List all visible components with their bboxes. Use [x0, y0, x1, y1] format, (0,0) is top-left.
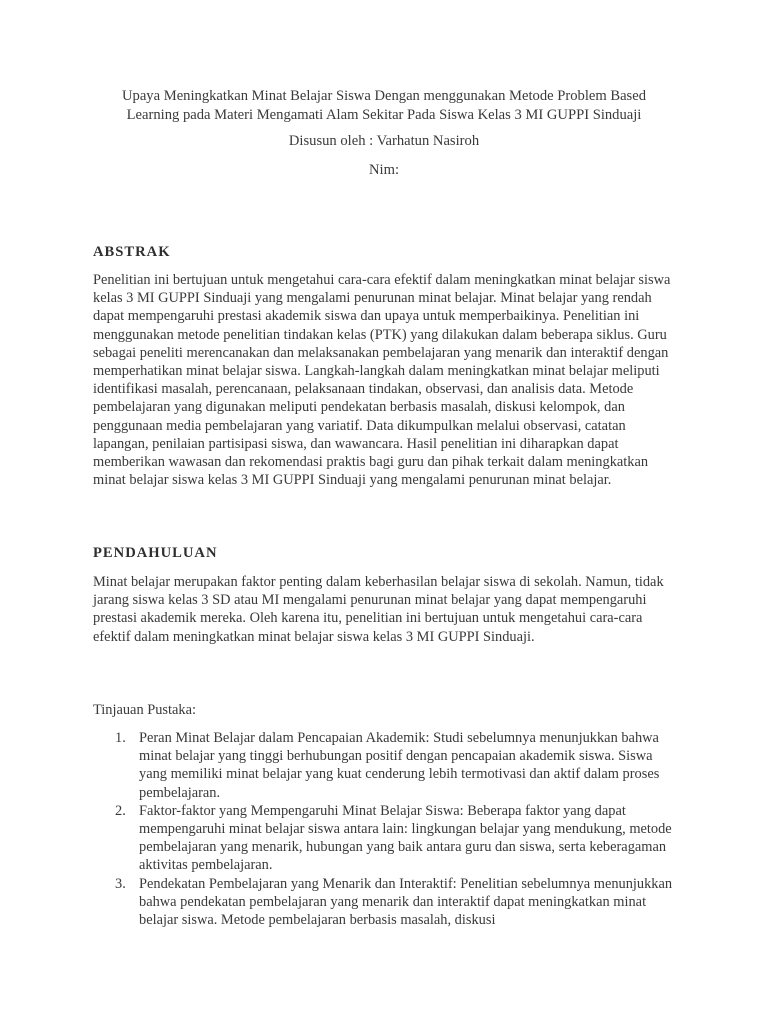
- list-item-text: Peran Minat Belajar dalam Pencapaian Akademik: Studi sebelumnya menunjukkan bahwa minat belajar yang tinggi berhubungan positif dengan pencapaian akademik siswa. Siswa yang memiliki minat belajar yang kuat cenderung lebih termotivasi dan aktif dalam proses pembelajaran.: [139, 730, 660, 801]
- literature-review-list: [93, 729, 683, 929]
- title-line-1: Upaya Meningkatkan Minat Belajar Siswa Dengan menggunakan Metode Problem Based: [121, 88, 647, 104]
- introduction-heading: PENDAHULUAN: [93, 545, 218, 561]
- introduction-paragraph: Minat belajar merupakan faktor penting dalam keberhasilan belajar siswa di sekolah. Namun, tidak jarang siswa kelas 3 SD atau MI mengalami penurunan minat belajar yang dapat mempengaruhi prestasi akademik mereka. Oleh karena itu, penelitian ini bertujuan untuk mengetahui cara-cara efektif dalam meningkatkan minat belajar siswa kelas 3 MI GUPPI Sinduaji.: [93, 574, 664, 645]
- literature-review-label: Tinjauan Pustaka:: [93, 702, 197, 718]
- list-item: [93, 729, 683, 802]
- list-item-text: Pendekatan Pembelajaran yang Menarik dan Interaktif: Penelitian sebelumnya menunjukkan bahwa pendekatan pembelajaran yang menarik dan interaktif dapat meningkatkan minat belajar siswa. Metode pembelajaran berbasis masalah, diskusi: [139, 875, 673, 929]
- title-line-2: Learning pada Materi Mengamati Alam Sekitar Pada Siswa Kelas 3 MI GUPPI Sinduaji: [126, 106, 642, 123]
- author-line: Disusun oleh : Varhatun Nasiroh: [288, 133, 480, 149]
- nim-line: Nim:: [369, 162, 399, 178]
- list-item-text: Faktor-faktor yang Mempengaruhi Minat Belajar Siswa: Beberapa faktor yang dapat mempengaruhi minat belajar siswa antara lain: lingkungan belajar yang mendukung, metode pembelajaran yang menarik, hubungan yang baik antara guru dan siswa, serta keberagaman aktivitas pembelajaran.: [139, 802, 672, 874]
- list-item-number: 1.: [115, 730, 126, 746]
- abstract-heading: ABSTRAK: [93, 244, 171, 260]
- list-item-number: 2.: [115, 802, 126, 819]
- abstract-paragraph: Penelitian ini bertujuan untuk mengetahui cara-cara efektif dalam meningkatkan minat belajar siswa kelas 3 MI GUPPI Sinduaji yang mengalami penurunan minat belajar. Minat belajar yang rendah dapat mempengaruhi prestasi akademik siswa dan upaya untuk memperbaikinya. Penelitian ini menggunakan metode penelitian tindakan kelas (PTK) yang dilakukan dalam beberapa siklus. Guru sebagai peneliti merencanakan dan melaksanakan pembelajaran yang menarik dan interaktif dengan memperhatikan minat belajar siswa. Langkah-langkah dalam meningkatkan minat belajar meliputi identifikasi masalah, perencanaan, pelaksanaan tindakan, observasi, dan analisis data. Metode pembelajaran yang digunakan meliputi pendekatan berbasis masalah, diskusi kelompok, dan penggunaan media pembelajaran yang variatif. Data dikumpulkan melalui observasi, catatan lapangan, penilaian partisipasi siswa, dan wawancara. Hasil penelitian ini diharapkan dapat memberikan wawasan dan rekomendasi praktis bagi guru dan pihak terkait dalam meningkatkan minat belajar siswa kelas 3 MI GUPPI Sinduaji yang mengalami penurunan minat belajar.: [93, 272, 671, 489]
- list-item-number: 3.: [115, 875, 126, 892]
- list-item: [93, 802, 683, 875]
- list-item: [93, 875, 683, 930]
- document-title: [80, 87, 688, 124]
